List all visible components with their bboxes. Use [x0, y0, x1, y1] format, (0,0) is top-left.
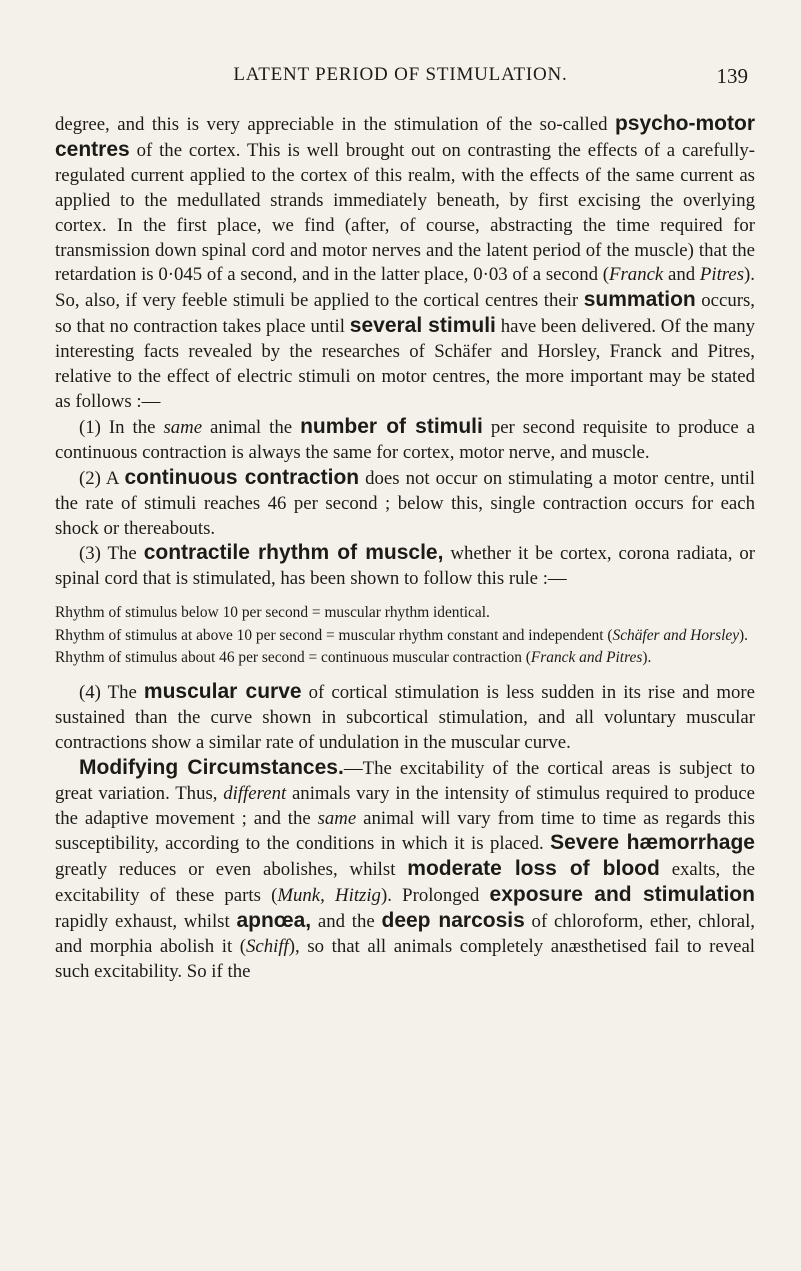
text-run: whether it be cortex, corona radiata, or spinal cord that is stimulated, has been shown to follow this rule :—: [55, 543, 756, 590]
term-continuous-contraction: continuous contraction: [124, 465, 360, 489]
rhythm-rules: [55, 602, 755, 670]
term-exposure-and-stimulation: exposure and stimulation: [489, 883, 755, 907]
text-run: of the cortex. This is well brought out on contrasting the effects of a carefully-regulated current applied to the cortex of this realm, with the effects of the same current as applied to the medullated strands immediately beneath, by first excising the overlying cortex. In the first place, we find (after, of course, abstracting the time required for transmission down spinal cord and motor nerves and the latent period of the muscle) that the retardation is 0·045 of a second, and in the latter place, 0·03 of a second (: [55, 139, 755, 286]
text-run: animal will vary from time to time as regards this susceptibility, according to the conditions in which it is placed.: [55, 807, 755, 855]
term-number-of-stimuli: number of stimuli: [300, 414, 483, 438]
paragraph-latent-period: [55, 112, 755, 415]
text-run: per second requisite to produce a continuous contraction is always the same for cortex, motor nerve, and muscle.: [55, 416, 755, 463]
text-run: animals vary in the intensity of stimulus required to produce the adaptive movement ; and the: [55, 782, 755, 829]
text-run: —The excitability of the cortical areas is subject to great variation. Thus,: [55, 757, 755, 804]
paragraph-point-4: [55, 680, 755, 756]
term-muscular-curve: muscular curve: [143, 680, 302, 703]
heading-modifying-circumstances: Modifying Circumstances.: [79, 755, 344, 779]
body-text: [55, 112, 755, 985]
text-run: and: [663, 264, 700, 286]
text-run: exalts, the excitability of these parts (: [55, 859, 756, 907]
term-moderate-loss-of-blood: moderate loss of blood: [407, 857, 660, 881]
paragraph-modifying-circumstances: [55, 756, 755, 985]
emphasis-same: same: [317, 807, 357, 829]
text-run: ). So, also, if very feeble stimuli be applied to the cortical centres their: [55, 264, 755, 312]
citation-schiff: Schiff: [246, 936, 289, 958]
term-several-stimuli: several stimuli: [349, 314, 496, 338]
text-run: occurs, so that no contraction takes place until: [55, 290, 755, 338]
text-run: (3) The: [79, 543, 144, 565]
citation-schafer-horsley: Schäfer and Horsley: [612, 626, 740, 644]
term-deep-narcosis: deep narcosis: [381, 909, 525, 933]
text-run: ).: [739, 626, 749, 644]
text-run: animal the: [202, 416, 301, 438]
term-psycho-motor-centres: psycho-motor centres: [55, 112, 755, 161]
text-run: have been delivered. Of the many interesting facts revealed by the researches of Schäfer and Horsley, Franck and Pitres, relative to the effect of electric stimuli on motor centres, the more important may be stated as follows :—: [55, 316, 755, 412]
text-run: and the: [311, 911, 382, 933]
text-run: (4) The: [79, 682, 144, 703]
text-run: rapidly exhaust, whilst: [55, 911, 237, 933]
text-run: (1) In the: [79, 416, 164, 438]
page-header: [0, 64, 801, 94]
text-run: ). Prolonged: [380, 885, 490, 907]
rule-above-10: [55, 625, 755, 648]
author-franck: Franck: [609, 264, 664, 286]
citation-munk-hitzig: Munk, Hitzig: [277, 885, 381, 907]
author-pitres: Pitres: [699, 264, 745, 286]
text-run: (2) A: [79, 467, 125, 489]
paragraph-point-2: [55, 466, 755, 542]
text-run: greatly reduces or even abolishes, whilst: [55, 859, 408, 881]
citation-franck-pitres: Franck and Pitres: [530, 649, 643, 667]
term-apnoea: apnœa,: [236, 909, 312, 933]
rule-below-10: Rhythm of stimulus below 10 per second = muscular rhythm identical.: [55, 604, 490, 622]
text-run: does not occur on stimulating a motor centre, until the rate of stimuli reaches 46 per second ; below this, single contraction occurs for each shock or thereabouts.: [55, 467, 756, 539]
text-run: ).: [642, 649, 652, 667]
term-contractile-rhythm: contractile rhythm of muscle,: [143, 541, 444, 565]
text-run: degree, and this is very appreciable in the stimulation of the so-called: [55, 114, 615, 135]
emphasis-same: same: [163, 416, 203, 438]
running-title: LATENT PERIOD OF STIMULATION.: [233, 64, 568, 85]
text-run: of chloroform, ether, chloral, and morphia abolish it (: [55, 911, 755, 958]
text-run: of cortical stimulation is less sudden in its rise and more sustained than the curve shown in subcortical stimulation, and all voluntary muscular contractions show a similar rate of undulation in the muscular curve.: [55, 682, 755, 753]
paragraph-point-1: [55, 415, 755, 466]
term-severe-haemorrhage: Severe hæmorrhage: [550, 831, 755, 855]
emphasis-different: different: [223, 782, 287, 804]
term-summation: summation: [583, 288, 696, 312]
text-run: ), so that all animals completely anæsthetised fail to reveal such excitability. So if the: [55, 936, 755, 982]
text-run: Rhythm of stimulus about 46 per second = continuous muscular contraction (: [55, 649, 531, 667]
rule-about-46: [55, 647, 755, 670]
paragraph-point-3: [55, 541, 755, 592]
page-number: 139: [716, 64, 748, 88]
text-run: Rhythm of stimulus at above 10 per second = muscular rhythm constant and independent (: [55, 626, 613, 644]
